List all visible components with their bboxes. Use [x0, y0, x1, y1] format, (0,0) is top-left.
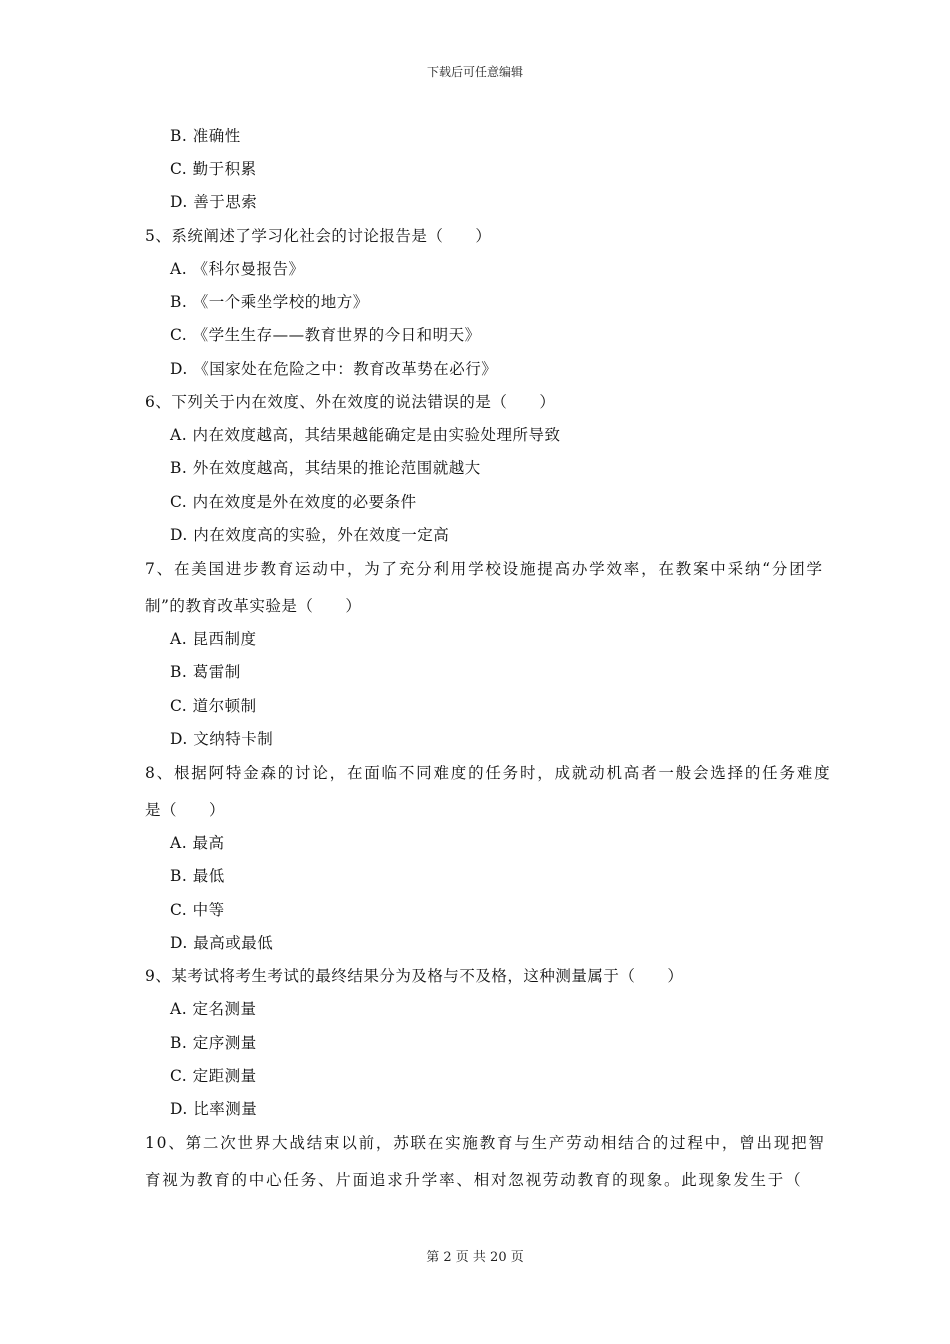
- q8-stem-line-2: 是（ ）: [145, 801, 226, 819]
- q9-option-d: D. 比率测量: [170, 1100, 258, 1118]
- q5-option-b: B. 《一个乘坐学校的地方》: [170, 293, 369, 311]
- page-footer: 第 2 页 共 20 页: [426, 1250, 524, 1265]
- q7-option-a: A. 昆西制度: [170, 630, 257, 648]
- q9-option-b: B. 定序测量: [170, 1034, 257, 1052]
- q4-option-b: B. 准确性: [170, 127, 241, 145]
- q6-stem: 6、下列关于内在效度、外在效度的说法错误的是（ ）: [145, 393, 556, 411]
- q9-option-c: C. 定距测量: [170, 1067, 257, 1085]
- q8-option-c: C. 中等: [170, 901, 225, 919]
- q6-option-d: D. 内在效度高的实验，外在效度一定高: [170, 526, 450, 544]
- q7-option-d: D. 文纳特卡制: [170, 730, 274, 748]
- q5-option-c: C. 《学生生存——教育世界的今日和明天》: [170, 326, 481, 344]
- q7-stem-line-1: 7、在美国进步教育运动中，为了充分利用学校设施提高办学效率，在教案中采纳“分团学: [145, 560, 824, 578]
- q8-option-b: B. 最低: [170, 867, 225, 885]
- q4-option-d: D. 善于思索: [170, 193, 258, 211]
- page-header: 下载后可任意编辑: [426, 65, 523, 79]
- q8-stem-line-1: 8、根据阿特金森的讨论，在面临不同难度的任务时，成就动机高者一般会选择的任务难度: [145, 764, 832, 782]
- q5-stem: 5、系统阐述了学习化社会的讨论报告是（ ）: [145, 227, 492, 245]
- q5-option-a: A. 《科尔曼报告》: [170, 260, 305, 278]
- q7-stem-line-2: 制”的教育改革实验是（ ）: [145, 597, 362, 615]
- q5-option-d: D. 《国家处在危险之中：教育改革势在必行》: [170, 360, 498, 378]
- q10-stem-line-1: 10、第二次世界大战结束以前，苏联在实施教育与生产劳动相结合的过程中，曾出现把智: [145, 1134, 826, 1152]
- q9-stem: 9、某考试将考生考试的最终结果分为及格与不及格，这种测量属于（ ）: [145, 967, 684, 985]
- q8-option-a: A. 最高: [170, 834, 225, 852]
- q6-option-a: A. 内在效度越高，其结果越能确定是由实验处理所导致: [170, 426, 561, 444]
- q6-option-c: C. 内在效度是外在效度的必要条件: [170, 493, 417, 511]
- q7-option-b: B. 葛雷制: [170, 663, 241, 681]
- q4-option-c: C. 勤于积累: [170, 160, 257, 178]
- q6-option-b: B. 外在效度越高，其结果的推论范围就越大: [170, 459, 481, 477]
- q9-option-a: A. 定名测量: [170, 1000, 257, 1018]
- q8-option-d: D. 最高或最低: [170, 934, 274, 952]
- q7-option-c: C. 道尔顿制: [170, 697, 257, 715]
- q10-stem-line-2: 育视为教育的中心任务、片面追求升学率、相对忽视劳动教育的现象。此现象发生于（: [145, 1171, 803, 1189]
